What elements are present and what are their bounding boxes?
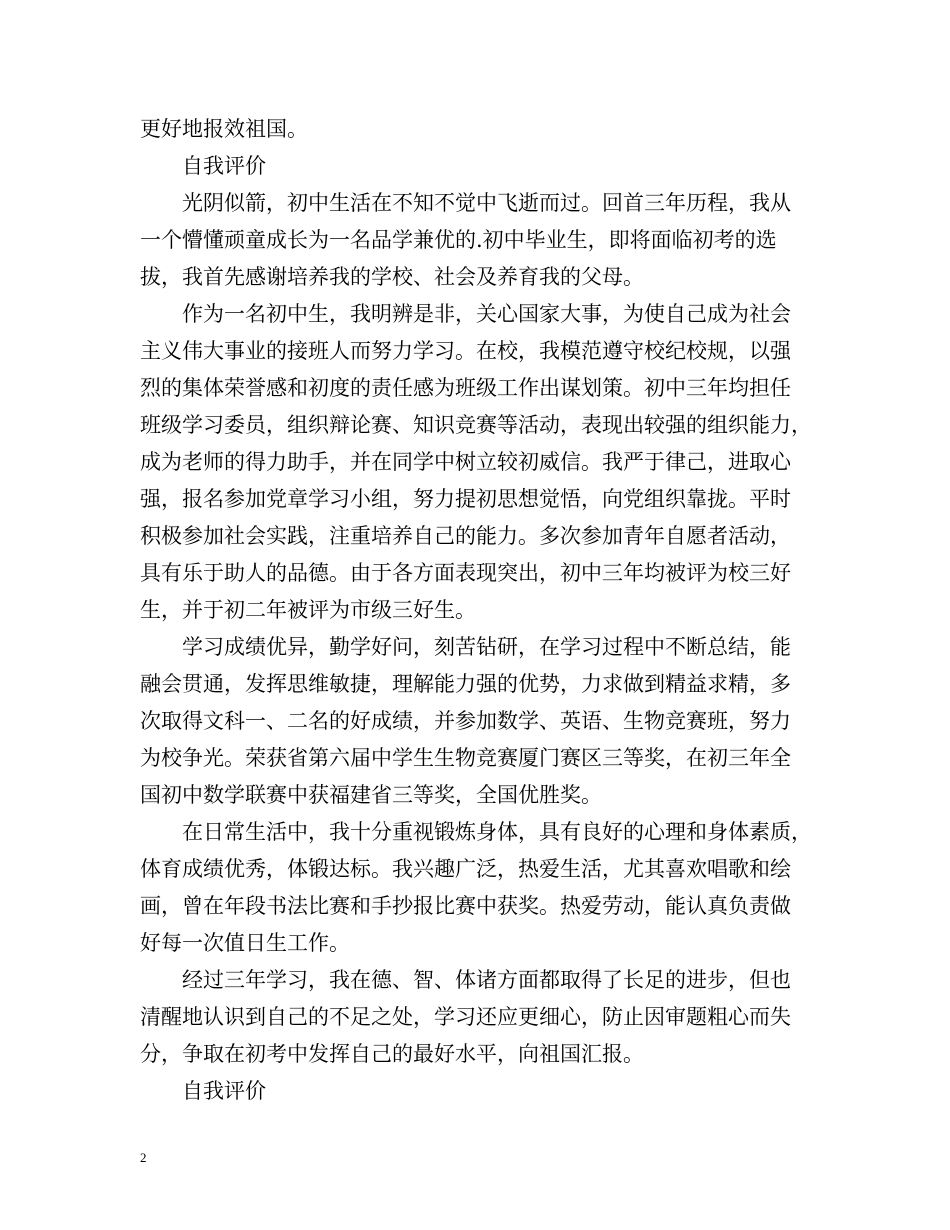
text-line: 好每一次值日生工作。	[140, 931, 350, 955]
section-heading: 自我评价	[182, 1079, 266, 1103]
text-line: 融会贯通，发挥思维敏捷，理解能力强的优势，力求做到精益求精，多	[140, 672, 791, 696]
text-line: 在日常生活中，我十分重视锻炼身体，具有良好的心理和身体素质，	[182, 820, 812, 844]
text-line: 为校争光。荣获省第六届中学生生物竞赛厦门赛区三等奖，在初三年全	[140, 746, 791, 770]
text-line: 光阴似箭，初中生活在不知不觉中飞逝而过。回首三年历程，我从	[182, 191, 791, 215]
page-number: 2	[140, 1150, 147, 1165]
text-line: 班级学习委员，组织辩论赛、知识竞赛等活动，表现出较强的组织能力，	[140, 413, 812, 437]
text-line: 作为一名初中生，我明辨是非，关心国家大事，为使自己成为社会	[182, 302, 791, 326]
text-line: 清醒地认识到自己的不足之处，学习还应更细心，防止因审题粗心而失	[140, 1005, 791, 1029]
text-line: 画，曾在年段书法比赛和手抄报比赛中获奖。热爱劳动，能认真负责做	[140, 894, 791, 918]
section-heading: 自我评价	[182, 154, 266, 178]
text-line: 学习成绩优异，勤学好问，刻苦钻研，在学习过程中不断总结，能	[182, 635, 791, 659]
text-line: 一个懵懂顽童成长为一名品学兼优的.初中毕业生，即将面临初考的选	[140, 228, 777, 252]
text-line: 次取得文科一、二名的好成绩，并参加数学、英语、生物竞赛班，努力	[140, 709, 791, 733]
text-line: 成为老师的得力助手，并在同学中树立较初威信。我严于律己，进取心	[140, 450, 791, 474]
text-line: 烈的集体荣誉感和初度的责任感为班级工作出谋划策。初中三年均担任	[140, 376, 791, 400]
text-line: 强，报名参加党章学习小组，努力提初思想觉悟，向党组织靠拢。平时	[140, 487, 791, 511]
text-line: 分，争取在初考中发挥自己的最好水平，向祖国汇报。	[140, 1042, 644, 1066]
text-line: 体育成绩优秀，体锻达标。我兴趣广泛，热爱生活，尤其喜欢唱歌和绘	[140, 857, 791, 881]
text-line: 国初中数学联赛中获福建省三等奖，全国优胜奖。	[140, 783, 602, 807]
text-line: 具有乐于助人的品德。由于各方面表现突出，初中三年均被评为校三好	[140, 561, 791, 585]
text-line: 经过三年学习，我在德、智、体诸方面都取得了长足的进步，但也	[182, 968, 791, 992]
text-line: 积极参加社会实践，注重培养自己的能力。多次参加青年自愿者活动，	[140, 524, 791, 548]
text-line: 拔，我首先感谢培养我的学校、社会及养育我的父母。	[140, 265, 644, 289]
text-line: 生，并于初二年被评为市级三好生。	[140, 598, 476, 622]
text-line: 更好地报效祖国。	[140, 117, 308, 141]
text-line: 主义伟大事业的接班人而努力学习。在校，我模范遵守校纪校规，以强	[140, 339, 791, 363]
